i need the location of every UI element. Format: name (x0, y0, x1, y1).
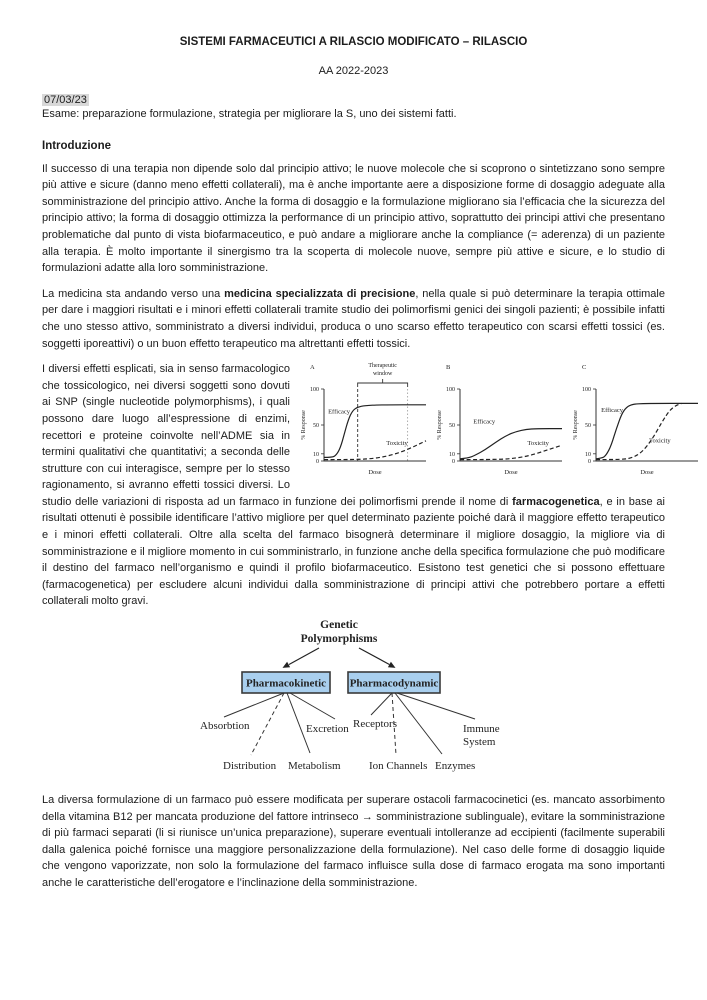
y-axis-label: % Response (301, 410, 307, 440)
axes (596, 389, 698, 461)
toxicity-label: Toxicity (527, 440, 549, 448)
x-axis-label: Dose (504, 469, 518, 477)
efficacy-label: Efficacy (473, 418, 496, 426)
x-axis-label: Dose (640, 469, 654, 477)
window-label-line2: window (372, 371, 393, 378)
paragraph-intro: Il successo di una terapia non dipende solo dal principio attivo; le nuove molecole che si scoprono o sintetizzano sono sempre più attive e sicure (danno meno effetti collaterali), ma è anche importante aere a disposizione forme di dosaggio adeguate alla somministrazione del principio attivo. Anche la forma di dosaggio e la formulazione migliorano sia l’efficacia che la sicurezza del principio attivo; la forma di dosaggio ottimizza la performance di un principio attivo, soprattutto dei principi attivi che presentano problematiche dal punto di vista biofarmaceutico, e può andare a migliorare anche la compliance (= aderenza) di un paziente alla terapia. È molto importante il sinergismo tra la scoperta di molecole nuove, sempre più attive e sicure, e lo studio di formulazioni adatte alla loro somministrazione. (42, 162, 665, 275)
line-pd-receptors (371, 693, 392, 715)
panel-letter: B (446, 364, 451, 372)
box-pharmacodynamic-label: Pharmacodynamic (349, 677, 438, 690)
node-genetic-polymorphisms-line2: Polymorphisms (300, 633, 377, 646)
dose-response-panel-c (570, 359, 703, 484)
paragraph-snp-post: , e in base ai risultati ottenuti è possibile identificare l’attivo migliore per quel determinato paziente poiché darà il maggiore effetto terapeutico e i minori effetti collaterali. Oltre alla scelta del farmaco bisognerà determinare il migliore dosaggio, la migliore via di somministrazione e il migliore momento in cui somministrarlo, in funzione anche della specifica formulazione che può modificare il destino del farmaco nell’organismo e quindi il profilo biofarmaceutico. Esistono test genetici che si possono effettuare (farmacogenetica) per escludere alcuni individui dalla somministrazione di principi attivi che potrebbero portare a effetti collaterali molto gravi. (42, 495, 666, 608)
section-heading-introduzione: Introduzione (42, 139, 111, 152)
node-absorbtion: Absorbtion (199, 720, 249, 733)
y-tick-label: 10 (449, 452, 455, 459)
arrow-to-pharmacodynamic (359, 648, 389, 665)
line-pd-immune (397, 693, 475, 719)
line-pd-enzymes (395, 693, 442, 754)
node-immune-line2: System (462, 736, 495, 749)
box-pharmacokinetic-label: Pharmacokinetic (245, 677, 326, 690)
line-pk-excretion (290, 693, 335, 719)
paragraph-snp-pre: I diversi effetti esplicati, sia in senso farmacologico che tossicologico, nei diversi soggetti sono dovuti ai SNP (single nucleotide polymorphisms), i quali possono dare luogo all’espressione di enzimi, recettori e proteine coinvolte nell’ADME sia in termini qualitativi che quantitativi; a seconda delle strutture con cui interagisce, sempre per lo stesso ragionamento, si avranno effetti tossici diversi. Lo studio delle variazioni di risposta ad un farmaco in funzione dei polimorfismi prende il nome di (42, 363, 513, 508)
paragraph-precision-pre: La medicina sta andando verso una (42, 287, 225, 300)
node-receptors: Receptors (352, 718, 397, 731)
exam-note: Esame: preparazione formulazione, strategia per migliorare la S, uno dei sistemi fatti. (42, 108, 457, 120)
line-pk-distribution (251, 693, 284, 755)
toxicity-label: Toxicity (649, 437, 671, 445)
node-excretion: Excretion (305, 723, 349, 736)
panel-letter: A (310, 364, 315, 372)
bold-farmacogenetica: farmacogenetica (512, 495, 600, 508)
node-immune-line1: Immune (462, 723, 500, 736)
genetic-polymorphisms-diagram (134, 616, 574, 782)
paragraph-formulation: La diversa formulazione di un farmaco può essere modificata per superare ostacoli farmacocinetici (es. mancato assorbimento della vitamina B12 per mancata produzione del fattore intrinseco → somministrazione sublinguale), evitare la somministrazione di più farmaci separati (li si riunisce un’unica preparazione), superare eventuali intolleranze ad eccipienti (facilmente superabili dalla galenica poiché fornisce una maggiore personalizzazione della formulazione). Nel caso delle forme di dosaggio liquide che vengono vaporizzate, non solo la formulazione del farmaco influisce sulla dose di farmaco erogata ma sono importanti anche le caratteristiche dell’erogatore e l’inclinazione della somministrazione. (42, 794, 665, 889)
y-tick-label: 0 (316, 459, 319, 466)
toxicity-curve (460, 445, 562, 459)
y-tick-label: 0 (452, 459, 455, 466)
efficacy-label: Efficacy (328, 408, 350, 416)
dose-response-figure (298, 359, 703, 484)
y-tick-label: 50 (449, 423, 455, 430)
paragraph-precision-post: , nella quale si può determinare la terapia ottimale per dare i maggiori risultati e i minori effetti collaterali tramite studio dei polimorfismi genici dei singoli pazienti; è possibile infatti che uno stesso attivo, somministrato a diversi individui, produca o uno scarso effetto terapeutico con scarsi effetti tossici (es. soggetti iporeattivi) o un buon effetto terapeutico ma altrettanti effetti tossici. (42, 287, 665, 350)
node-distribution: Distribution (222, 760, 276, 773)
y-tick-label: 10 (585, 452, 591, 459)
y-axis-label: % Response (437, 410, 443, 440)
arrow-to-pharmacokinetic (289, 648, 319, 665)
diagram-canvas (134, 616, 574, 782)
y-tick-label: 100 (446, 387, 455, 394)
y-tick-label: 0 (588, 459, 591, 466)
window-bracket (358, 383, 408, 387)
y-tick-label: 100 (582, 387, 591, 394)
lecture-date-highlight: 07/03/23 (44, 94, 87, 106)
y-tick-label: 50 (313, 423, 319, 430)
panel-letter: C (582, 364, 587, 372)
node-metabolism: Metabolism (287, 760, 341, 773)
node-genetic-polymorphisms-line1: Genetic (319, 619, 358, 632)
date-row (42, 94, 665, 106)
x-axis-label: Dose (368, 469, 382, 477)
node-enzymes: Enzymes (434, 760, 475, 773)
y-axis-label: % Response (573, 410, 579, 440)
paragraph-snp-with-figure (42, 361, 671, 610)
y-tick-label: 10 (313, 452, 319, 459)
dose-response-panel-a (298, 359, 431, 484)
academic-year: AA 2022-2023 (318, 65, 389, 77)
node-ion-channels: Ion Channels (368, 760, 427, 773)
dose-response-panel-b (434, 359, 567, 484)
arrowhead-left-icon (282, 662, 290, 668)
page-title: SISTEMI FARMACEUTICI A RILASCIO MODIFICATO – RILASCIO (179, 36, 528, 48)
y-tick-label: 100 (310, 387, 319, 394)
bold-precision-medicine: medicina specializzata di precisione (224, 287, 416, 300)
window-label-line1: Therapeutic (368, 363, 397, 370)
efficacy-label: Efficacy (601, 407, 624, 415)
toxicity-label: Toxicity (386, 440, 408, 448)
paragraph-precision-medicine (42, 286, 665, 352)
line-pk-absorbtion (224, 693, 284, 717)
y-tick-label: 50 (585, 423, 591, 430)
